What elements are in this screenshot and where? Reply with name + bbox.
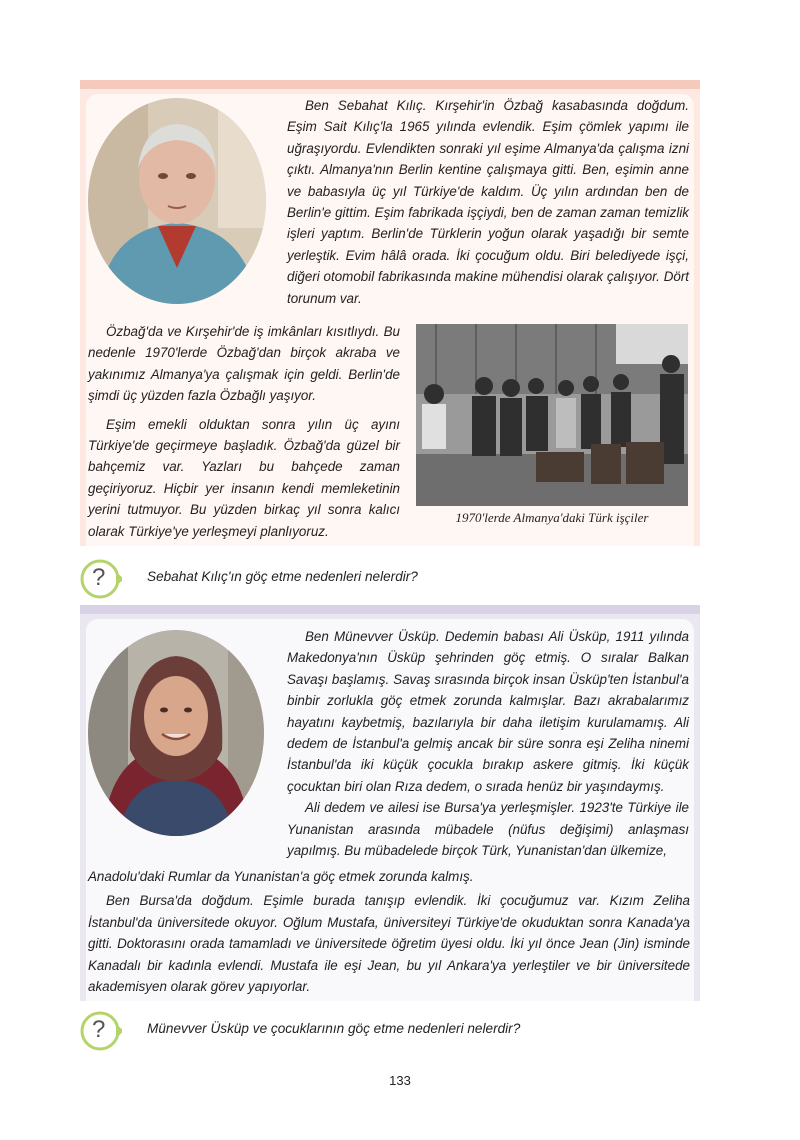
question-mark: ? xyxy=(92,564,106,591)
question-text: Sebahat Kılıç'ın göç etme nedenleri nelerdir? xyxy=(147,569,418,584)
paragraph: Anadolu'daki Rumlar da Yunanistan'a göç etmek zorunda kalmış. xyxy=(88,869,474,884)
portrait-sebahat-kilic xyxy=(88,98,266,304)
question-2 xyxy=(80,1010,700,1052)
sebahat-story-continued xyxy=(88,321,400,542)
sebahat-story-intro xyxy=(287,95,689,309)
question-text: Münevver Üsküp ve çocuklarının göç etme nedenleri nelerdir? xyxy=(147,1021,521,1036)
portrait-munevver-uskup xyxy=(88,630,264,836)
munevver-story-intro xyxy=(287,626,689,861)
paragraph: Özbağ'da ve Kırşehir'de iş imkânları kısıtlıydı. Bu nedenle 1970'lerde Özbağ'dan birçok akraba ve yakınımız Almanya'ya çalışmak için geldi. Berlin'de şimdi üç yüzden fazla Özbağlı yaşıyor. xyxy=(88,324,400,404)
photo-turkish-workers-germany xyxy=(416,324,688,506)
paragraph: Ali dedem ve ailesi ise Bursa'ya yerleşmişler. 1923'te Türkiye ile Yunanistan arasında mübadele (nüfus değişimi) anlaşması yapılmış. Bu mübadelede birçok Türk, Yunanistan'dan ülkemize, xyxy=(287,800,689,859)
question-1 xyxy=(80,558,700,600)
paragraph: Ben Sebahat Kılıç. Kırşehir'in Özbağ kasabasında doğdum. Eşim Sait Kılıç'la 1965 yılında evlendik. Eşim çömlek yapımı ile uğraşıyordu. Evlendikten sonraki yıl eşime Almanya'da çalışma izni çıktı. Almanya'nın Berlin kentine çalışmaya gitti. Ben, eşimin anne ve babasıyla üç yıl Türkiye'de kaldım. Üç yılın ardından ben de Berlin'e gittim. Eşim fabrikada işçiydi, ben de zaman zaman temizlik işleri yaptım. Berlin'de Türklerin yoğun olarak yaşadığı bir semte yerleştik. Evim hâlâ orada. İki çocuğum oldu. Biri belediyede işçi, diğeri otomobil fabrikasında makine mühendisi olarak çalışıyor. Dört torunum var. xyxy=(287,98,689,306)
paragraph: Ben Münevver Üsküp. Dedemin babası Ali Üsküp, 1911 yılında Makedonya'nın Üsküp şehrinden göç etmiş. O sıralar Balkan Savaşı başlamış. Savaş sırasında birçok insan Üsküp'ten İstanbul'a binbir zorlukla göç etmek zorunda kalmışlar. Bazı akrabalarımız hayatını kaybetmiş, bazılarıyla bir daha iletişim kurulamamış. Ali dedem de İstanbul'a gelmiş ancak bir süre sonra eşi Zeliha ninemi İstanbul'da iki küçük çocukla bırakıp askere gitmiş. İki küçük çocuktan biri olan Rıza dedem, o sırada henüz bir yaşındaymış. xyxy=(287,629,689,794)
page-number: 133 xyxy=(389,1073,411,1088)
question-mark: ? xyxy=(92,1016,106,1043)
paragraph: Ben Bursa'da doğdum. Eşimle burada tanışıp evlendik. İki çocuğumuz var. Kızım Zeliha İstanbul'da üniversitede okuyor. Oğlum Mustafa, üniversiteyi Türkiye'de okuduktan sonra Kanada'ya gitti. Doktorasını orada tamamladı ve üniversitede öğretim üyesi oldu. İki yıl önce Jean (Jin) isminde Kanadalı bir kadınla evlendi. Mustafa ile eşi Jean, bu yıl Ankara'ya yerleştiler ve bir üniversitede akademisyen olarak görev yapıyorlar. xyxy=(88,893,690,995)
paragraph: Eşim emekli olduktan sonra yılın üç ayını Türkiye'de geçirmeye başladık. Özbağ'da güzel bir bahçemiz var. Yazları bu bahçede zaman geçiriyoruz. Hiçbir yer insanın kendi memleketinin yerini tutmuyor. Bu yüzden birkaç yıl sonra kalıcı olarak Türkiye'ye yerleşmeyi planlıyoruz. xyxy=(88,416,400,539)
munevver-story-continued xyxy=(88,866,690,997)
photo-caption: 1970'lerde Almanya'daki Türk işçiler xyxy=(455,510,649,525)
